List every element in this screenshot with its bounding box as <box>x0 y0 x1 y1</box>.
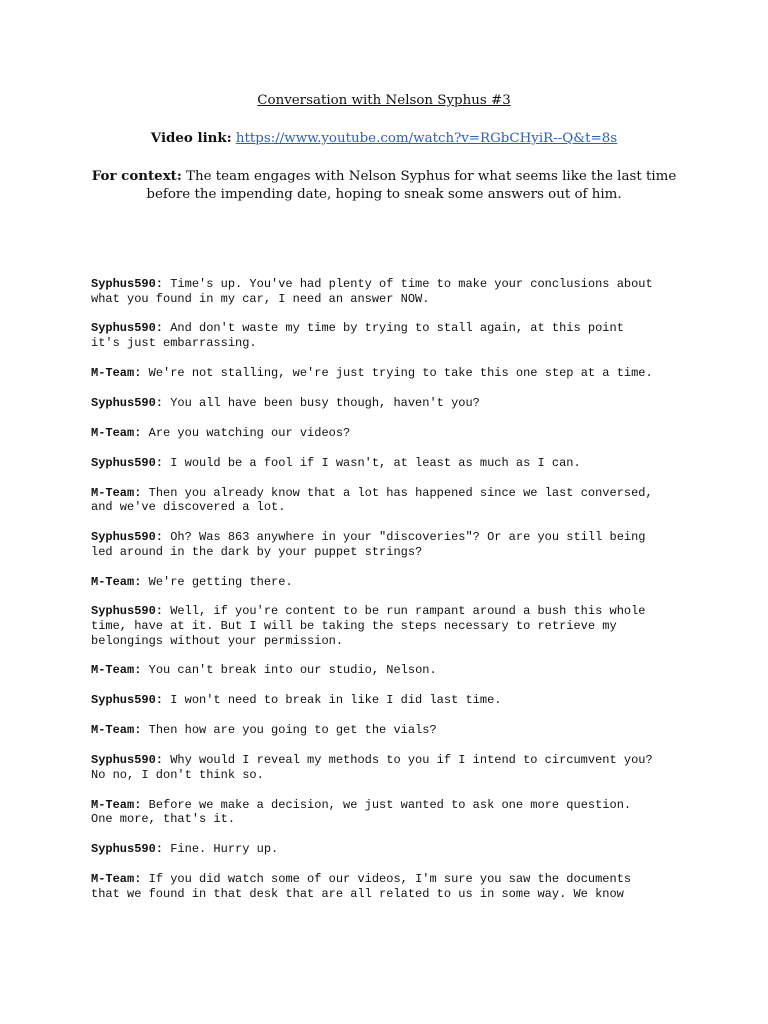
message-text: We're not stalling, we're just trying to take this one step at a time. <box>141 365 653 380</box>
speaker-name: M-Team: <box>91 797 142 812</box>
message-text: You all have been busy though, haven't you? <box>163 395 480 410</box>
speaker-name: M-Team: <box>91 663 142 678</box>
transcript <box>91 277 691 916</box>
video-link[interactable]: https://www.youtube.com/watch?v=RGbCHyiR--Q&t=8s <box>235 131 618 146</box>
message-text: You can't break into our studio, Nelson. <box>141 663 437 678</box>
message-text: If you did watch some of our videos, I'm sure you saw the documents that we found in that desk that are all related to us in some way. We know <box>91 872 632 901</box>
speaker-name: M-Team: <box>91 723 142 738</box>
message-text: Time's up. You've had plenty of time to make your conclusions about what you found in my car, I need an answer NOW. <box>91 277 653 306</box>
message-text: Before we make a decision, we just wanted to ask one more question. One more, that's it. <box>91 797 632 827</box>
speaker-name: Syphus590: <box>91 530 164 545</box>
transcript-entry <box>91 842 691 857</box>
transcript-entry <box>91 798 691 827</box>
transcript-entry <box>91 366 691 381</box>
message-text: Well, if you're content to be run rampant around a bush this whole time, have at it. But I will be taking the steps necessary to retrieve my belongings without your permission. <box>91 604 646 648</box>
video-link-label: Video link: <box>150 130 232 146</box>
document-header <box>0 92 768 204</box>
message-text: Then you already know that a lot has happened since we last conversed, and we've discovered a lot. <box>91 485 653 515</box>
message-text: I won't need to break in like I did last time. <box>163 693 502 708</box>
transcript-entry <box>91 753 691 782</box>
speaker-name: Syphus590: <box>91 842 164 857</box>
speaker-name: Syphus590: <box>91 753 164 768</box>
message-text: And don't waste my time by trying to stall again, at this point it's just embarrassing. <box>91 321 624 351</box>
speaker-name: Syphus590: <box>91 277 164 291</box>
speaker-name: M-Team: <box>91 425 142 440</box>
context-text: The team engages with Nelson Syphus for what seems like the last time before the impending date, hoping to sneak some answers out of him. <box>146 169 677 202</box>
message-text: We're getting there. <box>141 574 293 589</box>
message-text: Then how are you going to get the vials? <box>141 723 437 738</box>
speaker-name: Syphus590: <box>91 693 164 708</box>
speaker-name: Syphus590: <box>91 604 164 619</box>
transcript-entry <box>91 872 691 901</box>
transcript-entry <box>91 426 691 441</box>
transcript-entry <box>91 277 691 306</box>
transcript-entry <box>91 396 691 411</box>
speaker-name: M-Team: <box>91 485 142 500</box>
context-paragraph <box>84 167 684 204</box>
speaker-name: M-Team: <box>91 574 142 589</box>
speaker-name: M-Team: <box>91 872 142 886</box>
transcript-entry <box>91 604 691 648</box>
speaker-name: M-Team: <box>91 365 142 380</box>
transcript-entry <box>91 321 691 350</box>
speaker-name: Syphus590: <box>91 321 164 336</box>
transcript-entry <box>91 530 691 559</box>
video-link-line <box>0 129 768 148</box>
transcript-entry <box>91 723 691 738</box>
message-text: Oh? Was 863 anywhere in your "discoveries"? Or are you still being led around in the dark by your puppet strings? <box>91 530 646 559</box>
transcript-entry <box>91 693 691 708</box>
transcript-entry <box>91 575 691 590</box>
transcript-entry <box>91 663 691 678</box>
message-text: Are you watching our videos? <box>141 425 351 440</box>
document-title: Conversation with Nelson Syphus #3 <box>257 93 511 108</box>
message-text: Why would I reveal my methods to you if I intend to circumvent you? No no, I don't think so. <box>91 753 653 782</box>
speaker-name: Syphus590: <box>91 455 164 470</box>
context-label: For context: <box>91 168 182 184</box>
message-text: Fine. Hurry up. <box>163 842 279 857</box>
message-text: I would be a fool if I wasn't, at least as much as I can. <box>163 455 581 470</box>
transcript-entry <box>91 456 691 471</box>
transcript-entry <box>91 486 691 515</box>
speaker-name: Syphus590: <box>91 395 164 410</box>
